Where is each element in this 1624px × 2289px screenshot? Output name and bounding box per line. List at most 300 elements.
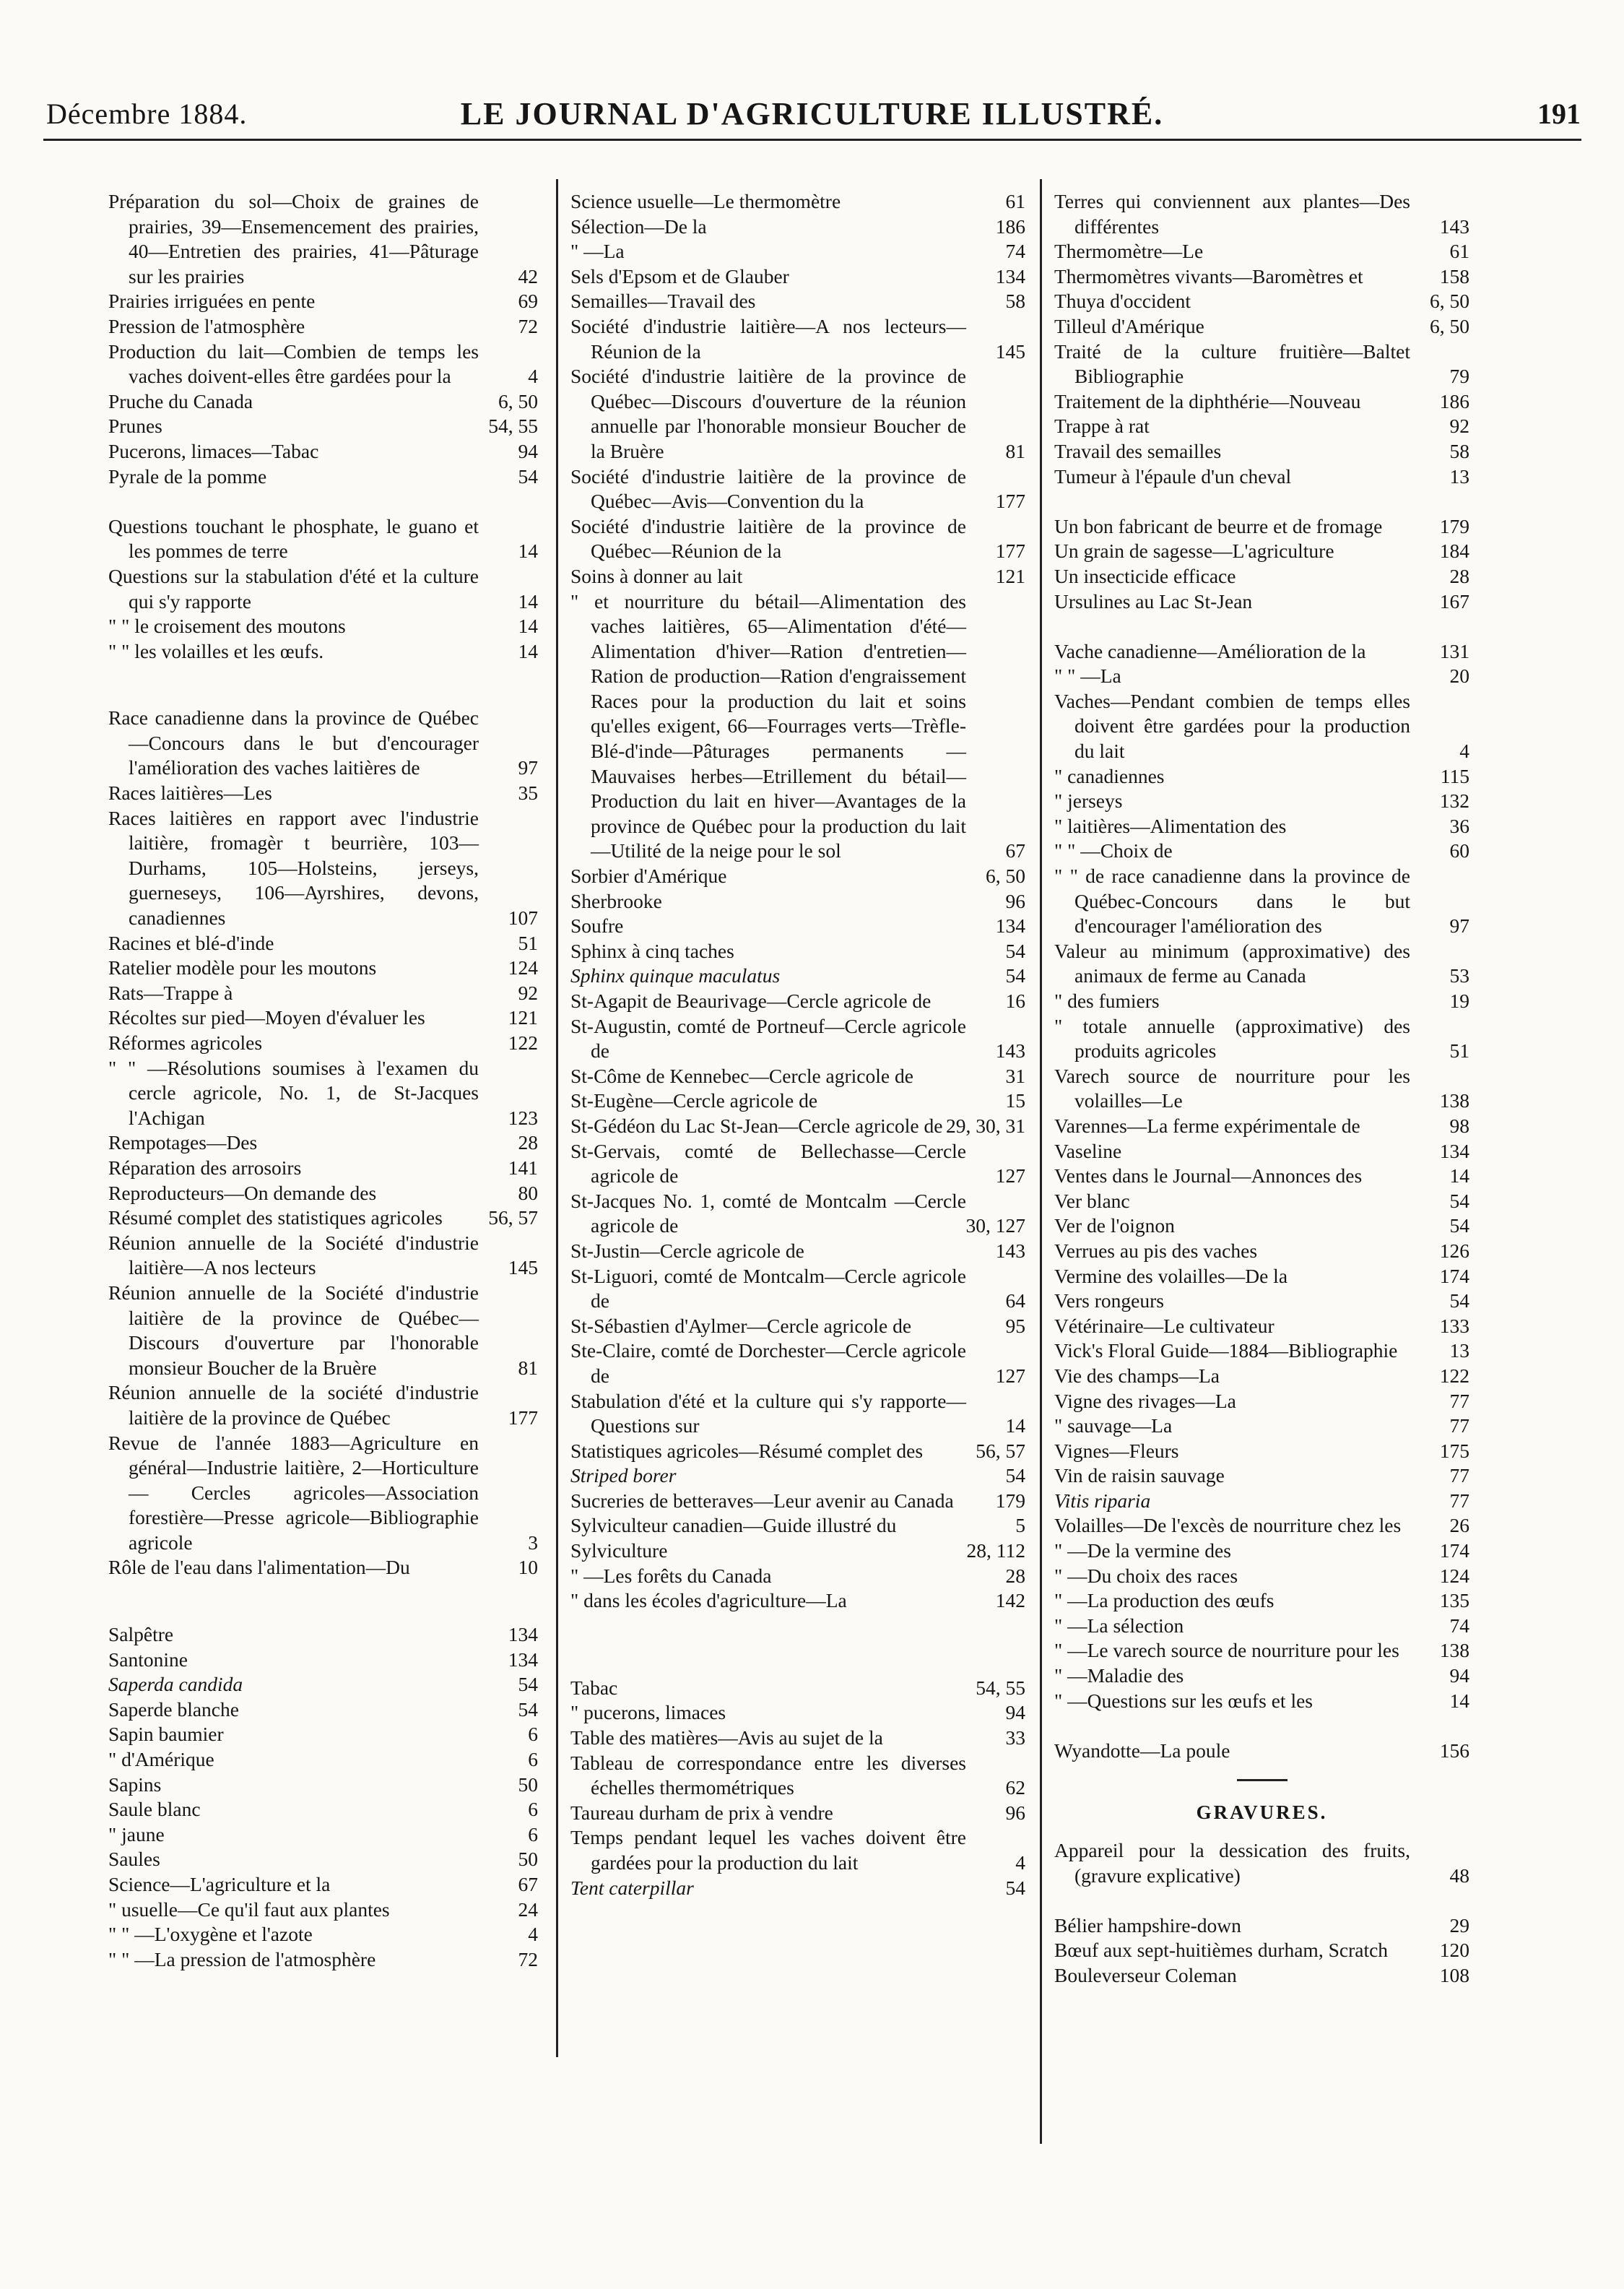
index-entry (108, 1380, 538, 1430)
entry-page: 54 (518, 1697, 538, 1721)
entry-title: Production du lait—Combien de temps les vaches doivent-elles être gardées pour la (108, 339, 479, 388)
entry-title: Sélection—De la (570, 215, 707, 238)
entry-title: Vaseline (1054, 1139, 1122, 1162)
index-entry (1054, 264, 1469, 290)
index-entry (570, 314, 1025, 364)
entry-page: 36 (1449, 814, 1469, 837)
entry-page: 127 (995, 1164, 1025, 1187)
entry-page: 6 (528, 1822, 538, 1846)
index-entry (1054, 1614, 1469, 1639)
entry-page: 177 (995, 490, 1025, 513)
index-entry (1054, 1414, 1469, 1439)
entry-title: " " —Choix de (1054, 839, 1173, 862)
index-entry (108, 1648, 538, 1673)
index-entry (108, 706, 538, 781)
entry-page: 61 (1005, 190, 1025, 212)
entry-title: Tumeur à l'épaule d'un cheval (1054, 464, 1292, 488)
entry-title: Sylviculture (570, 1539, 668, 1562)
entry-page: 145 (508, 1256, 538, 1279)
entry-page: 28 (1449, 564, 1469, 587)
index-entry (570, 1588, 1025, 1614)
column-divider-2 (1040, 179, 1042, 2144)
entry-title: Races laitières en rapport avec l'industrie laitière, fromagèr t beurrière, 103—Durhams, 105—Holsteins, jerseys, guerneseys, 106—Ayrshires, devons, canadiennes (108, 806, 479, 930)
index-column-2 (570, 189, 1025, 1900)
entry-page: 35 (518, 782, 538, 805)
entry-title: Traitement de la diphthérie—Nouveau (1054, 389, 1361, 412)
entry-page: 54 (1005, 964, 1025, 987)
index-entry (1054, 539, 1469, 564)
entry-title: " totale annuelle (approximative) des produits agricoles (1054, 1014, 1410, 1063)
entry-page: 143 (995, 1039, 1025, 1063)
entry-page: 94 (518, 439, 538, 462)
entry-page: 14 (518, 639, 538, 662)
entry-title: " " —Résolutions soumises à l'examen du cercle agricole, No. 1, de St-Jacques l'Achigan (108, 1056, 479, 1129)
entry-page: 54 (518, 1673, 538, 1696)
entry-title: Questions touchant le phosphate, le guano et les pommes de terre (108, 514, 479, 563)
index-entry (570, 1139, 1025, 1189)
entry-title: Un bon fabricant de beurre et de fromage (1054, 514, 1383, 537)
entry-page: 134 (995, 264, 1025, 287)
entry-page: 138 (1439, 1639, 1469, 1662)
index-entry (1054, 389, 1469, 415)
index-entry (1054, 564, 1469, 589)
index-entry (570, 215, 1025, 240)
index-entry (570, 1064, 1025, 1089)
journal-title: LE JOURNAL D'AGRICULTURE ILLUSTRÉ. (460, 96, 1164, 131)
entry-title: St-Justin—Cercle agricole de (570, 1239, 804, 1262)
index-entry (108, 464, 538, 490)
entry-page: 54 (1449, 1289, 1469, 1312)
entry-title: " —De la vermine des (1054, 1539, 1231, 1562)
entry-title: Prairies irriguées en pente (108, 290, 316, 313)
index-entry (1054, 1663, 1469, 1689)
entry-page: 14 (518, 540, 538, 563)
entry-page: 20 (1449, 665, 1469, 688)
entry-title: Santonine (108, 1648, 188, 1671)
entry-title: Semailles—Travail des (570, 290, 756, 313)
entry-title: " usuelle—Ce qu'il faut aux plantes (108, 1898, 390, 1921)
index-entry (1054, 689, 1469, 764)
entry-title: St-Sébastien d'Aylmer—Cercle agricole de (570, 1314, 912, 1337)
entry-page: 29 (1449, 1913, 1469, 1937)
index-entry (108, 1281, 538, 1380)
entry-page: 4 (1459, 740, 1469, 763)
entry-title: Sphinx à cinq taches (570, 939, 734, 962)
entry-title: Taureau durham de prix à vendre (570, 1801, 833, 1824)
index-entry (570, 564, 1025, 589)
entry-page: 62 (1005, 1776, 1025, 1799)
index-entry (108, 1181, 538, 1206)
entry-title: " laitières—Alimentation des (1054, 814, 1287, 837)
entry-page: 134 (1439, 1139, 1469, 1162)
index-entry (1054, 1739, 1469, 1764)
entry-page: 74 (1005, 240, 1025, 263)
entry-page: 121 (995, 564, 1025, 587)
entry-page: 127 (995, 1364, 1025, 1387)
index-entry (570, 1114, 1025, 1139)
entry-page: 5 (1015, 1514, 1025, 1537)
entry-title: Sapin baumier (108, 1723, 224, 1746)
entry-title: St-Augustin, comté de Portneuf—Cercle agricole de (570, 1014, 966, 1063)
entry-title: Saule blanc (108, 1798, 201, 1821)
entry-page: 4 (528, 1923, 538, 1946)
entry-page: 28 (1005, 1564, 1025, 1587)
index-entry (570, 1089, 1025, 1114)
entry-page: 95 (1005, 1314, 1025, 1337)
entry-page: 96 (1005, 889, 1025, 912)
entry-title: Pression de l'atmosphère (108, 314, 305, 337)
entry-title: " sauvage—La (1054, 1414, 1173, 1437)
index-entry (108, 1797, 538, 1822)
entry-title: Races laitières—Les (108, 782, 272, 805)
entry-page: 97 (518, 756, 538, 779)
index-entry (108, 1847, 538, 1872)
entry-title: Ste-Claire, comté de Dorchester—Cercle agricole de (570, 1339, 966, 1387)
index-entry (108, 389, 538, 415)
entry-title: Réunion annuelle de la Société d'industrie laitière de la province de Québec—Discours d'ouverture par l'honorable monsieur Boucher de la Bruère (108, 1281, 479, 1379)
index-entry (1054, 1364, 1469, 1389)
index-entry (108, 564, 538, 614)
entry-page: 14 (1449, 1164, 1469, 1187)
index-entry (570, 1726, 1025, 1751)
entry-title: " " les volailles et les œufs. (108, 639, 324, 662)
entry-page: 145 (995, 339, 1025, 363)
index-entry (570, 189, 1025, 215)
entry-page: 14 (1449, 1689, 1469, 1712)
index-entry (1054, 1838, 1469, 1888)
index-entry (570, 864, 1025, 889)
entry-page: 141 (508, 1156, 538, 1179)
entry-page: 134 (508, 1623, 538, 1646)
entry-title: Trappe à rat (1054, 415, 1150, 438)
entry-page: 94 (1449, 1664, 1469, 1687)
section-rule (1237, 1779, 1288, 1781)
entry-page: 54 (1005, 1876, 1025, 1899)
entry-title: Sucreries de betteraves—Leur avenir au Canada (570, 1489, 954, 1512)
entry-page: 108 (1439, 1963, 1469, 1986)
entry-page: 121 (508, 1006, 538, 1029)
entry-page: 33 (1005, 1726, 1025, 1749)
index-entry (1054, 789, 1469, 814)
index-entry (108, 806, 538, 931)
entry-title: Valeur au minimum (approximative) des animaux de ferme au Canada (1054, 939, 1410, 987)
entry-page: 54 (1005, 1464, 1025, 1487)
index-entry (1054, 1338, 1469, 1364)
entry-page: 167 (1439, 589, 1469, 613)
section-gap (1054, 1888, 1469, 1913)
index-entry (108, 439, 538, 464)
entry-page: 126 (1439, 1239, 1469, 1262)
entry-page: 77 (1449, 1489, 1469, 1512)
entry-page: 77 (1449, 1464, 1469, 1487)
entry-title: Vaches—Pendant combien de temps elles doivent être gardées pour la production du lait (1054, 689, 1410, 763)
entry-title: Sylviculteur canadien—Guide illustré du (570, 1514, 897, 1537)
index-entry (570, 514, 1025, 564)
index-entry (108, 614, 538, 639)
section-gap (1054, 1713, 1469, 1739)
entry-title: Travail des semailles (1054, 439, 1222, 462)
entry-title: Volailles—De l'excès de nourriture chez les (1054, 1514, 1402, 1537)
header-rule (43, 139, 1581, 141)
entry-page: 4 (1015, 1851, 1025, 1874)
entry-title: Société d'industrie laitière de la province de Québec—Discours d'ouverture de la réunion annuelle par l'honorable monsieur Boucher de la Bruère (570, 365, 966, 462)
index-entry (1054, 1539, 1469, 1564)
entry-title: Science usuelle—Le thermomètre (570, 190, 841, 212)
index-column-1 (108, 189, 538, 1972)
index-entry (1054, 1463, 1469, 1489)
entry-page: 124 (508, 956, 538, 979)
index-entry (108, 1622, 538, 1648)
index-entry (108, 314, 538, 339)
entry-page: 48 (1449, 1864, 1469, 1887)
entry-title: Thuya d'occident (1054, 290, 1191, 313)
entry-page: 158 (1439, 264, 1469, 287)
entry-title: Sphinx quinque maculatus (570, 964, 781, 987)
entry-page: 67 (1005, 839, 1025, 862)
entry-title: Traité de la culture fruitière—Baltet Bibliographie (1054, 339, 1410, 388)
entry-page: 81 (518, 1356, 538, 1379)
index-entry (108, 1722, 538, 1747)
entry-page: 131 (1439, 639, 1469, 662)
index-entry (1054, 1064, 1469, 1114)
entry-page: 122 (1439, 1364, 1469, 1387)
index-entry (1054, 464, 1469, 490)
entry-page: 74 (1449, 1614, 1469, 1637)
entry-title: Ver blanc (1054, 1189, 1130, 1212)
entry-title: Tableau de correspondance entre les diverses échelles thermométriques (570, 1751, 966, 1799)
index-entry (1054, 1114, 1469, 1139)
index-entry (570, 1338, 1025, 1388)
entry-title: Récoltes sur pied—Moyen d'évaluer les (108, 1006, 425, 1029)
index-entry (570, 1825, 1025, 1875)
entry-page: 179 (1439, 514, 1469, 537)
entry-page: 79 (1449, 365, 1469, 388)
entry-page: 54, 55 (976, 1676, 1025, 1699)
entry-title: Vigne des rivages—La (1054, 1389, 1236, 1412)
index-entry (1054, 339, 1469, 389)
entry-page: 77 (1449, 1389, 1469, 1412)
index-entry (1054, 1164, 1469, 1189)
entry-title: St-Liguori, comté de Montcalm—Cercle agricole de (570, 1264, 966, 1312)
index-entry (1054, 1564, 1469, 1589)
entry-title: " " —La (1054, 665, 1121, 688)
index-entry (108, 639, 538, 665)
entry-title: Pruche du Canada (108, 389, 253, 412)
gravures-list (1054, 1838, 1469, 1989)
entry-title: Ver de l'oignon (1054, 1214, 1175, 1237)
entry-title: St-Côme de Kennebec—Cercle agricole de (570, 1064, 913, 1087)
entry-title: Saules (108, 1848, 160, 1871)
entry-title: Vignes—Fleurs (1054, 1439, 1179, 1462)
entry-page: 133 (1439, 1314, 1469, 1337)
index-entry (570, 964, 1025, 989)
index-entry (570, 1439, 1025, 1464)
entry-page: 30, 127 (965, 1214, 1025, 1237)
entry-page: 124 (1439, 1564, 1469, 1587)
entry-title: Bélier hampshire-down (1054, 1913, 1241, 1937)
entry-page: 58 (1005, 290, 1025, 313)
entry-title: " dans les écoles d'agriculture—La (570, 1589, 847, 1612)
entry-title: Appareil pour la dessication des fruits, (gravure explicative) (1054, 1839, 1410, 1887)
index-entry (570, 914, 1025, 939)
entry-page: 3 (528, 1531, 538, 1554)
entry-title: Ursulines au Lac St-Jean (1054, 589, 1253, 613)
entry-page: 143 (1439, 215, 1469, 238)
entry-title: Statistiques agricoles—Résumé complet des (570, 1439, 924, 1462)
entry-page: 15 (1005, 1089, 1025, 1112)
index-entry (1054, 589, 1469, 615)
entry-title: Thermomètre—Le (1054, 240, 1204, 263)
index-entry (108, 1231, 538, 1281)
index-entry (1054, 1389, 1469, 1414)
entry-page: 50 (518, 1848, 538, 1871)
index-entry (570, 1751, 1025, 1801)
entry-page: 80 (518, 1181, 538, 1204)
entry-title: Ventes dans le Journal—Annonces des (1054, 1164, 1363, 1187)
index-entry (1054, 1913, 1469, 1939)
entry-title: Rats—Trappe à (108, 981, 233, 1004)
entry-title: Un grain de sagesse—L'agriculture (1054, 540, 1334, 563)
index-entry (1054, 514, 1469, 540)
entry-page: 51 (518, 931, 538, 954)
entry-page: 14 (518, 589, 538, 613)
entry-title: Préparation du sol—Choix de graines de prairies, 39—Ensemencement des prairies, 40—Entretien des prairies, 41—Pâturage sur les prairies (108, 190, 479, 287)
entry-title: Pucerons, limaces—Tabac (108, 439, 319, 462)
entry-title: Verrues au pis des vaches (1054, 1239, 1258, 1262)
entry-page: 54 (1005, 939, 1025, 962)
entry-title: Réunion annuelle de la société d'industrie laitière de la province de Québec (108, 1381, 479, 1429)
entry-title: " " de race canadienne dans la province de Québec-Concours dans le but d'encourager l'amélioration des (1054, 865, 1410, 938)
entry-title: " —La production des œufs (1054, 1589, 1275, 1612)
entry-title: " —Les forêts du Canada (570, 1564, 772, 1587)
index-entry (1054, 414, 1469, 439)
entry-title: Tilleul d'Amérique (1054, 314, 1204, 337)
entry-title: Vin de raisin sauvage (1054, 1464, 1225, 1487)
entry-page: 42 (518, 264, 538, 287)
section-gap (108, 664, 538, 706)
index-entry (570, 1189, 1025, 1239)
entry-title: Sherbrooke (570, 889, 662, 912)
section-gap (108, 1580, 538, 1622)
index-entry (1054, 1014, 1469, 1064)
entry-page: 77 (1449, 1414, 1469, 1437)
entry-title: Vermine des volailles—De la (1054, 1264, 1288, 1287)
index-entry (108, 514, 538, 564)
entry-title: Réparation des arrosoirs (108, 1156, 302, 1179)
index-entry (570, 1014, 1025, 1064)
index-entry (108, 1156, 538, 1181)
entry-page: 6 (528, 1748, 538, 1771)
entry-title: " pucerons, limaces (570, 1701, 726, 1724)
column-divider-1 (556, 179, 558, 2057)
entry-title: Société d'industrie laitière de la province de Québec—Avis—Convention du la (570, 464, 966, 513)
entry-page: 51 (1449, 1039, 1469, 1063)
index-entry (108, 1056, 538, 1131)
entry-page: 54 (1449, 1214, 1469, 1237)
index-entry (1054, 1963, 1469, 1989)
entry-page: 134 (995, 914, 1025, 938)
entry-title: Race canadienne dans la province de Québec—Concours dans le but d'encourager l'amélioration des vaches laitières de (108, 706, 479, 779)
entry-page: 186 (1439, 389, 1469, 412)
index-entry (108, 339, 538, 389)
index-entry (1054, 1689, 1469, 1714)
gravures-heading: GRAVURES. (1196, 1801, 1328, 1824)
index-entry (1054, 664, 1469, 689)
entry-page: 56, 57 (976, 1439, 1025, 1462)
index-entry (1054, 1139, 1469, 1164)
section-gap (570, 1614, 1025, 1676)
entry-page: 142 (995, 1589, 1025, 1612)
entry-page: 177 (508, 1406, 538, 1429)
entry-title: " des fumiers (1054, 990, 1160, 1012)
page-number: 191 (1537, 98, 1581, 130)
entry-title: " —Questions sur les œufs et les (1054, 1689, 1313, 1712)
entry-page: 184 (1439, 540, 1469, 563)
entry-title: St-Agapit de Beaurivage—Cercle agricole de (570, 990, 932, 1012)
index-entry (570, 289, 1025, 314)
entry-page: 10 (518, 1556, 538, 1579)
section-gap (1054, 614, 1469, 639)
index-entry (570, 1239, 1025, 1264)
entry-page: 98 (1449, 1114, 1469, 1137)
entry-title: Sorbier d'Amérique (570, 865, 727, 888)
entry-page: 64 (1005, 1289, 1025, 1312)
entry-page: 81 (1005, 439, 1025, 462)
index-entry (108, 1697, 538, 1723)
entry-title: Soufre (570, 914, 624, 938)
entry-title: " —Du choix des races (1054, 1564, 1238, 1587)
entry-title: Réformes agricoles (108, 1031, 263, 1054)
entry-page: 56, 57 (488, 1206, 538, 1229)
index-entry (1054, 314, 1469, 339)
entry-title: Terres qui conviennent aux plantes—Des différentes (1054, 190, 1410, 238)
entry-page: 107 (508, 906, 538, 930)
entry-title: " jerseys (1054, 789, 1123, 813)
entry-title: " —Maladie des (1054, 1664, 1184, 1687)
index-entry (1054, 1439, 1469, 1464)
entry-title: Questions sur la stabulation d'été et la culture qui s'y rapporte (108, 564, 479, 613)
index-entry (108, 931, 538, 956)
index-entry (1054, 1513, 1469, 1539)
index-entry (1054, 189, 1469, 239)
entry-title: " et nourriture du bétail—Alimentation des vaches laitières, 65—Alimentation d'été—Alimentation d'hiver—Ration d'entretien—Ration de production—Ration d'engraissement Races pour la production du lait et soins qu'elles exigent, 66—Fourrages verts—Trèfle- Blé-d'inde—Pâturages permanents — Mauvaises herbes—Etrillement du bétail—Production du lait en hiver—Avantages de la province de Québec pour la production du lait—Utilité de la neige pour le sol (570, 589, 966, 862)
index-entry (570, 1700, 1025, 1726)
entry-page: 122 (508, 1031, 538, 1054)
entry-title: Sels d'Epsom et de Glauber (570, 264, 789, 287)
index-entry (108, 981, 538, 1006)
entry-title: Temps pendant lequel les vaches doivent être gardées pour la production du lait (570, 1826, 966, 1874)
entry-page: 72 (518, 1947, 538, 1970)
index-entry (108, 781, 538, 806)
entry-title: " d'Amérique (108, 1748, 214, 1771)
entry-title: Saperda candida (108, 1673, 243, 1696)
index-entry (570, 1876, 1025, 1901)
entry-title: Wyandotte—La poule (1054, 1739, 1230, 1762)
index-entry (108, 1206, 538, 1231)
index-entry (108, 414, 538, 439)
entry-page: 132 (1439, 789, 1469, 813)
entry-page: 135 (1439, 1589, 1469, 1612)
index-entry (1054, 764, 1469, 789)
entry-page: 24 (518, 1898, 538, 1921)
index-entry (1054, 289, 1469, 314)
entry-title: Réunion annuelle de la Société d'industrie laitière—A nos lecteurs (108, 1231, 479, 1279)
entry-title: Science—L'agriculture et la (108, 1873, 331, 1895)
index-entry (570, 1489, 1025, 1514)
index-entry (108, 1898, 538, 1923)
entry-page: 69 (518, 290, 538, 313)
entry-page: 94 (1005, 1701, 1025, 1724)
